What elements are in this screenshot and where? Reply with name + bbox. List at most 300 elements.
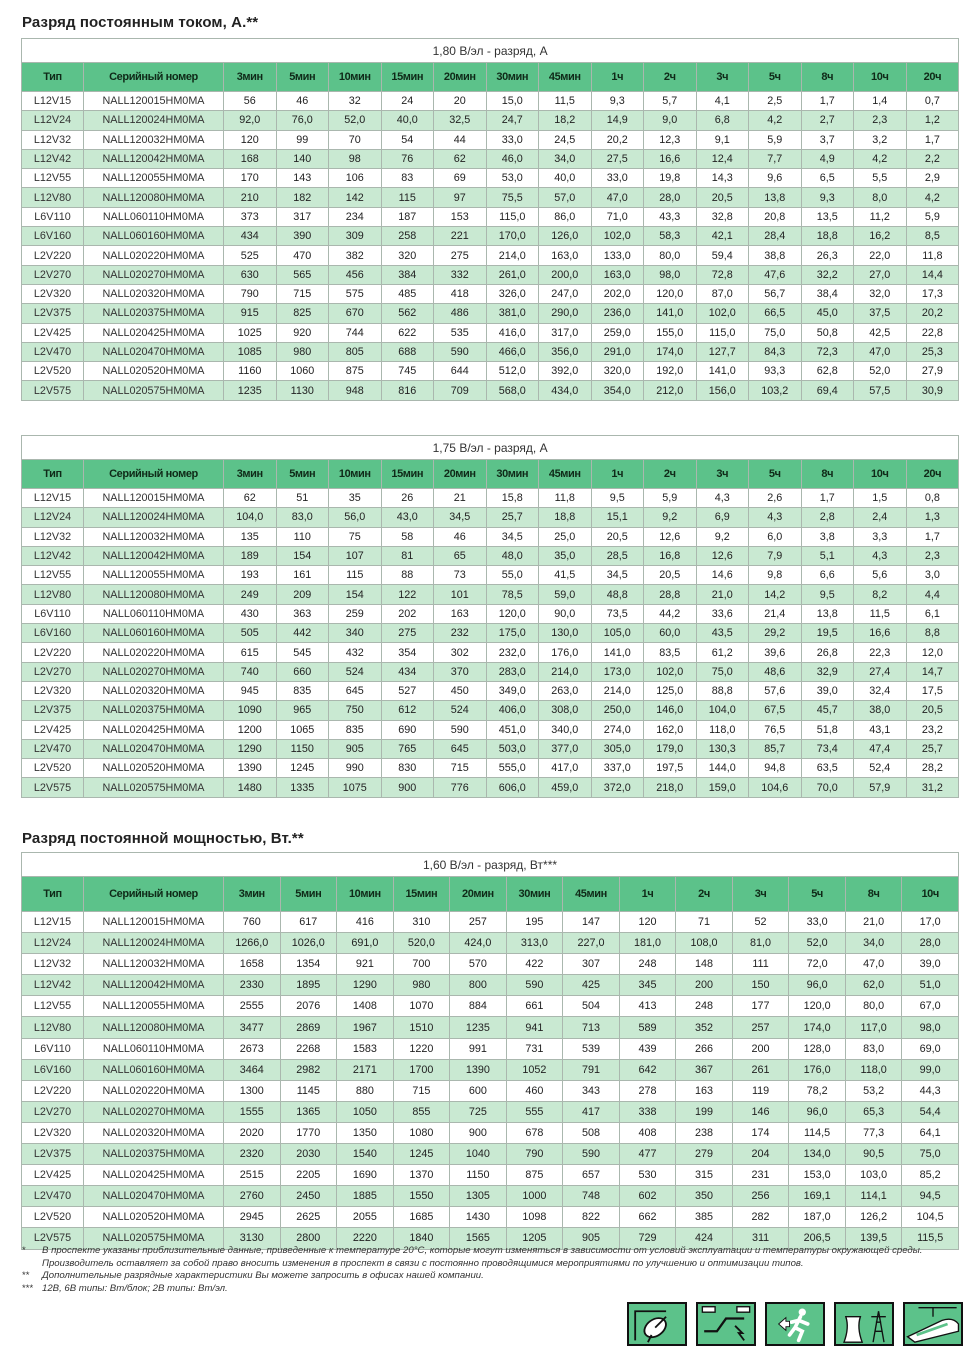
cell-value: 2800: [280, 1228, 337, 1249]
cell-value: 338: [619, 1101, 676, 1122]
cell-value: 1408: [337, 996, 394, 1017]
cell-value: 81,0: [732, 933, 789, 954]
table-row: [22, 323, 959, 342]
cell-value: 76,5: [749, 720, 802, 739]
cell-value: 9,2: [644, 508, 697, 527]
cell-value: 257: [732, 1017, 789, 1038]
cell-value: 691,0: [337, 933, 394, 954]
cell-value: 2,9: [906, 169, 959, 188]
cell-value: 460: [506, 1080, 563, 1101]
cell-value: 71: [676, 912, 733, 933]
telecom-dish-icon: [627, 1302, 687, 1346]
cell-value: 313,0: [506, 933, 563, 954]
cell-value: 163,0: [591, 265, 644, 284]
cell-value: 174,0: [789, 1017, 846, 1038]
cell-value: 2,6: [749, 489, 802, 508]
cell-value: 0,8: [906, 489, 959, 508]
discharge-table-1-75v: [21, 435, 959, 798]
table-row: [22, 508, 959, 527]
cell-value: 1335: [276, 778, 329, 797]
cell-serial: NALL020575HM0MA: [84, 1228, 224, 1249]
cell-value: 416,0: [486, 323, 539, 342]
cell-value: 661: [506, 996, 563, 1017]
cell-value: 59,4: [696, 246, 749, 265]
column-header: 30мин: [506, 877, 563, 912]
cell-value: 354: [381, 643, 434, 662]
cell-value: 450: [434, 681, 487, 700]
railway-train-icon: [903, 1302, 963, 1346]
cell-value: 2869: [280, 1017, 337, 1038]
cell-value: 274,0: [591, 720, 644, 739]
cell-value: 6,6: [801, 566, 854, 585]
cell-value: 425: [563, 975, 620, 996]
cell-value: 159,0: [696, 778, 749, 797]
cell-value: 96,0: [789, 1101, 846, 1122]
cell-value: 855: [393, 1101, 450, 1122]
cell-value: 69,4: [801, 381, 854, 400]
table-row: [22, 624, 959, 643]
cell-value: 408: [619, 1122, 676, 1143]
table-row: [22, 1165, 959, 1186]
cell-value: 34,5: [434, 508, 487, 527]
cell-value: 750: [329, 701, 382, 720]
cell-value: 195: [506, 912, 563, 933]
cell-value: 725: [450, 1101, 507, 1122]
cell-value: 283,0: [486, 662, 539, 681]
cell-value: 118,0: [696, 720, 749, 739]
cell-value: 356,0: [539, 342, 592, 361]
table-row: [22, 1122, 959, 1143]
cell-value: 62: [434, 149, 487, 168]
cell-value: 880: [337, 1080, 394, 1101]
table-row: [22, 362, 959, 381]
cell-value: 1658: [224, 954, 281, 975]
cell-value: 776: [434, 778, 487, 797]
cell-serial: NALL020575HM0MA: [84, 381, 224, 400]
column-header: 10мин: [329, 63, 382, 92]
cell-value: 451,0: [486, 720, 539, 739]
cell-value: 731: [506, 1038, 563, 1059]
cell-value: 141,0: [696, 362, 749, 381]
cell-value: 279: [676, 1144, 733, 1165]
cell-value: 142: [329, 188, 382, 207]
cell-value: 590: [506, 975, 563, 996]
cell-value: 715: [276, 284, 329, 303]
cell-value: 46: [434, 527, 487, 546]
cell-value: 317,0: [539, 323, 592, 342]
footnote: [22, 1283, 942, 1296]
cell-value: 26,8: [801, 643, 854, 662]
cell-value: 1,5: [854, 489, 907, 508]
cell-value: 816: [381, 381, 434, 400]
cell-value: 39,6: [749, 643, 802, 662]
cell-value: 1350: [337, 1122, 394, 1143]
cell-value: 266: [676, 1038, 733, 1059]
cell-value: 945: [224, 681, 277, 700]
cell-serial: NALL020270HM0MA: [84, 1101, 224, 1122]
cell-value: 16,6: [644, 149, 697, 168]
cell-value: 19,8: [644, 169, 697, 188]
cell-type: L12V15: [22, 912, 84, 933]
column-header: 10ч: [854, 460, 907, 489]
cell-value: 0,7: [906, 92, 959, 111]
cell-value: 612: [381, 701, 434, 720]
cell-value: 69: [434, 169, 487, 188]
cell-value: 117,0: [845, 1017, 902, 1038]
cell-value: 103,0: [845, 1165, 902, 1186]
cell-value: 11,2: [854, 207, 907, 226]
cell-value: 141,0: [591, 643, 644, 662]
cell-value: 26,3: [801, 246, 854, 265]
cell-value: 991: [450, 1038, 507, 1059]
caption-row: [22, 853, 959, 877]
cell-value: 14,4: [906, 265, 959, 284]
table-row: [22, 207, 959, 226]
table-row: [22, 585, 959, 604]
cell-value: 337,0: [591, 759, 644, 778]
cell-value: 508: [563, 1122, 620, 1143]
cell-value: 263,0: [539, 681, 592, 700]
table-row: [22, 227, 959, 246]
cell-value: 1885: [337, 1186, 394, 1207]
cell-value: 63,5: [801, 759, 854, 778]
cell-value: 9,8: [749, 566, 802, 585]
cell-value: 15,1: [591, 508, 644, 527]
cell-type: L12V42: [22, 975, 84, 996]
cell-value: 1025: [224, 323, 277, 342]
cell-value: 622: [381, 323, 434, 342]
cell-value: 459,0: [539, 778, 592, 797]
cell-value: 27,0: [854, 265, 907, 284]
table-row: [22, 662, 959, 681]
cell-type: L2V470: [22, 1186, 84, 1207]
ups-icon: [696, 1302, 756, 1346]
cell-value: 48,6: [749, 662, 802, 681]
cell-value: 31,2: [906, 778, 959, 797]
cell-value: 1430: [450, 1207, 507, 1228]
cell-value: 320: [381, 246, 434, 265]
cell-value: 5,9: [906, 207, 959, 226]
cell-value: 17,3: [906, 284, 959, 303]
cell-value: 835: [276, 681, 329, 700]
cell-value: 187,0: [789, 1207, 846, 1228]
cell-value: 38,8: [749, 246, 802, 265]
footnote-marker: **: [22, 1270, 30, 1281]
cell-value: 14,3: [696, 169, 749, 188]
cell-value: 238: [676, 1122, 733, 1143]
cell-value: 202: [381, 604, 434, 623]
cell-value: 187: [381, 207, 434, 226]
cell-value: 392,0: [539, 362, 592, 381]
power-discharge-title: Разряд постоянной мощностью, Вт.**: [22, 830, 304, 847]
cell-value: 645: [329, 681, 382, 700]
cell-value: 1,7: [801, 489, 854, 508]
cell-value: 176,0: [539, 643, 592, 662]
cell-value: 33,6: [696, 604, 749, 623]
cell-serial: NALL020220HM0MA: [84, 643, 224, 662]
table-caption: 1,60 В/эл - разряд, Вт***: [22, 853, 959, 877]
column-header: 30мин: [486, 63, 539, 92]
cell-value: 202,0: [591, 284, 644, 303]
cell-value: 1060: [276, 362, 329, 381]
cell-serial: NALL020375HM0MA: [84, 701, 224, 720]
cell-value: 16,2: [854, 227, 907, 246]
cell-value: 309: [329, 227, 382, 246]
cell-value: 642: [619, 1059, 676, 1080]
column-header: 2ч: [676, 877, 733, 912]
cell-value: 57,9: [854, 778, 907, 797]
cell-value: 2760: [224, 1186, 281, 1207]
cell-value: 40,0: [539, 169, 592, 188]
cell-value: 28,0: [644, 188, 697, 207]
cell-value: 104,6: [749, 778, 802, 797]
cell-value: 156,0: [696, 381, 749, 400]
discharge-table-1-80v: [21, 38, 959, 401]
cell-value: 45,0: [801, 304, 854, 323]
cell-value: 27,9: [906, 362, 959, 381]
cell-value: 99,0: [902, 1059, 959, 1080]
column-header: 3мин: [224, 877, 281, 912]
cell-value: 965: [276, 701, 329, 720]
cell-value: 111: [732, 954, 789, 975]
cell-value: 42,5: [854, 323, 907, 342]
cell-serial: NALL020270HM0MA: [84, 662, 224, 681]
cell-value: 20: [434, 92, 487, 111]
column-header-type: Тип: [22, 460, 84, 489]
cell-value: 1220: [393, 1038, 450, 1059]
cell-value: 61,2: [696, 643, 749, 662]
cell-value: 212,0: [644, 381, 697, 400]
table-row: [22, 1144, 959, 1165]
cell-value: 206,5: [789, 1228, 846, 1249]
cell-type: L2V470: [22, 342, 84, 361]
cell-value: 47,0: [854, 342, 907, 361]
cell-value: 980: [276, 342, 329, 361]
cell-value: 678: [506, 1122, 563, 1143]
cell-value: 1840: [393, 1228, 450, 1249]
cell-type: L2V320: [22, 1122, 84, 1143]
column-header: 30мин: [486, 460, 539, 489]
cell-value: 320,0: [591, 362, 644, 381]
cell-value: 90,5: [845, 1144, 902, 1165]
cell-value: 760: [224, 912, 281, 933]
cell-value: 214,0: [539, 662, 592, 681]
cell-type: L2V520: [22, 362, 84, 381]
cell-value: 740: [224, 662, 277, 681]
cell-value: 175,0: [486, 624, 539, 643]
cell-value: 119: [732, 1080, 789, 1101]
cell-value: 35: [329, 489, 382, 508]
cell-value: 2515: [224, 1165, 281, 1186]
table-row: [22, 304, 959, 323]
cell-value: 14,7: [906, 662, 959, 681]
cell-value: 78,5: [486, 585, 539, 604]
cell-value: 512,0: [486, 362, 539, 381]
cell-value: 372,0: [591, 778, 644, 797]
column-header: 8ч: [801, 63, 854, 92]
table-row: [22, 933, 959, 954]
cell-value: 600: [450, 1080, 507, 1101]
cell-value: 2,5: [749, 92, 802, 111]
cell-value: 9,3: [591, 92, 644, 111]
cell-value: 1200: [224, 720, 277, 739]
cell-value: 3,0: [906, 566, 959, 585]
cell-value: 150: [732, 975, 789, 996]
cell-value: 155,0: [644, 323, 697, 342]
cell-value: 5,9: [749, 130, 802, 149]
cell-value: 589: [619, 1017, 676, 1038]
cell-value: 980: [393, 975, 450, 996]
cell-serial: NALL120080HM0MA: [84, 188, 224, 207]
cell-value: 915: [224, 304, 277, 323]
cell-value: 51,0: [902, 975, 959, 996]
cell-value: 9,3: [801, 188, 854, 207]
cell-value: 141,0: [644, 304, 697, 323]
cell-value: 26: [381, 489, 434, 508]
cell-type: L12V42: [22, 149, 84, 168]
cell-serial: NALL020425HM0MA: [84, 323, 224, 342]
cell-value: 1,2: [906, 111, 959, 130]
cell-value: 3464: [224, 1059, 281, 1080]
cell-value: 278: [619, 1080, 676, 1101]
cell-value: 81: [381, 546, 434, 565]
cell-value: 75: [329, 527, 382, 546]
cell-value: 2171: [337, 1059, 394, 1080]
cell-value: 2673: [224, 1038, 281, 1059]
cell-value: 102,0: [644, 662, 697, 681]
cell-value: 48,0: [486, 546, 539, 565]
cell-value: 32,4: [854, 681, 907, 700]
cell-type: L6V110: [22, 604, 84, 623]
emergency-exit-icon: [765, 1302, 825, 1346]
cell-value: 644: [434, 362, 487, 381]
cell-value: 745: [381, 362, 434, 381]
cell-value: 144,0: [696, 759, 749, 778]
cell-value: 1070: [393, 996, 450, 1017]
cell-value: 4,9: [801, 149, 854, 168]
cell-value: 125,0: [644, 681, 697, 700]
cell-value: 135: [224, 527, 277, 546]
cell-value: 18,8: [539, 508, 592, 527]
cell-value: 315: [676, 1165, 733, 1186]
cell-value: 2055: [337, 1207, 394, 1228]
cell-value: 65: [434, 546, 487, 565]
table-row: [22, 701, 959, 720]
cell-value: 1370: [393, 1165, 450, 1186]
cell-value: 44,3: [902, 1080, 959, 1101]
cell-value: 835: [329, 720, 382, 739]
table-row: [22, 381, 959, 400]
cell-value: 920: [276, 323, 329, 342]
cell-value: 78,2: [789, 1080, 846, 1101]
cell-value: 88,8: [696, 681, 749, 700]
cell-value: 900: [450, 1122, 507, 1143]
cell-value: 54: [381, 130, 434, 149]
cell-value: 102,0: [696, 304, 749, 323]
column-header: 8ч: [845, 877, 902, 912]
column-header: 45мин: [539, 63, 592, 92]
cell-value: 47,0: [845, 954, 902, 975]
cell-value: 422: [506, 954, 563, 975]
cell-type: L6V160: [22, 227, 84, 246]
cell-value: 174,0: [644, 342, 697, 361]
cell-serial: NALL020575HM0MA: [84, 778, 224, 797]
cell-value: 373: [224, 207, 277, 226]
column-header: 5мин: [276, 460, 329, 489]
cell-value: 21,0: [696, 585, 749, 604]
cell-value: 748: [563, 1186, 620, 1207]
cell-value: 1583: [337, 1038, 394, 1059]
cell-value: 2,2: [906, 149, 959, 168]
cell-value: 688: [381, 342, 434, 361]
cell-value: 3,8: [801, 527, 854, 546]
cell-value: 181,0: [619, 933, 676, 954]
cell-value: 69,0: [902, 1038, 959, 1059]
column-header-serial: Серийный номер: [84, 63, 224, 92]
footnote-text: Дополнительные разрядные характеристики Вы можете запросить в офисах нашей компании.: [42, 1270, 484, 1281]
cell-serial: NALL120032HM0MA: [84, 954, 224, 975]
cell-value: 390: [276, 227, 329, 246]
cell-value: 32,0: [854, 284, 907, 303]
cell-value: 170,0: [486, 227, 539, 246]
cell-serial: NALL060160HM0MA: [84, 1059, 224, 1080]
cell-value: 72,3: [801, 342, 854, 361]
cell-value: 1550: [393, 1186, 450, 1207]
cell-value: 1354: [280, 954, 337, 975]
cell-value: 106: [329, 169, 382, 188]
column-header: 20мин: [434, 63, 487, 92]
cell-value: 8,8: [906, 624, 959, 643]
cell-value: 370: [434, 662, 487, 681]
table-row: [22, 489, 959, 508]
cell-value: 1305: [450, 1186, 507, 1207]
cell-value: 18,2: [539, 111, 592, 130]
cell-value: 232: [434, 624, 487, 643]
cell-value: 275: [381, 624, 434, 643]
cell-value: 442: [276, 624, 329, 643]
cell-value: 177: [732, 996, 789, 1017]
cell-serial: NALL020425HM0MA: [84, 720, 224, 739]
cell-value: 2982: [280, 1059, 337, 1080]
cell-value: 617: [280, 912, 337, 933]
cell-value: 154: [329, 585, 382, 604]
cell-value: 291,0: [591, 342, 644, 361]
cell-type: L12V55: [22, 169, 84, 188]
cell-value: 12,4: [696, 149, 749, 168]
cell-value: 715: [434, 759, 487, 778]
cell-value: 524: [329, 662, 382, 681]
cell-value: 520,0: [393, 933, 450, 954]
cell-value: 103,2: [749, 381, 802, 400]
table-row: [22, 954, 959, 975]
cell-value: 2076: [280, 996, 337, 1017]
cell-value: 1150: [276, 739, 329, 758]
cell-value: 562: [381, 304, 434, 323]
cell-value: 261,0: [486, 265, 539, 284]
cell-value: 102,0: [591, 227, 644, 246]
cell-value: 62: [224, 489, 277, 508]
column-header: 1ч: [591, 460, 644, 489]
cell-value: 5,6: [854, 566, 907, 585]
cell-value: 4,1: [696, 92, 749, 111]
cell-value: 47,4: [854, 739, 907, 758]
cell-serial: NALL020470HM0MA: [84, 1186, 224, 1207]
cell-value: 352: [676, 1017, 733, 1038]
cell-value: 93,3: [749, 362, 802, 381]
cell-type: L2V520: [22, 759, 84, 778]
cell-value: 1235: [224, 381, 277, 400]
cell-type: L2V425: [22, 720, 84, 739]
